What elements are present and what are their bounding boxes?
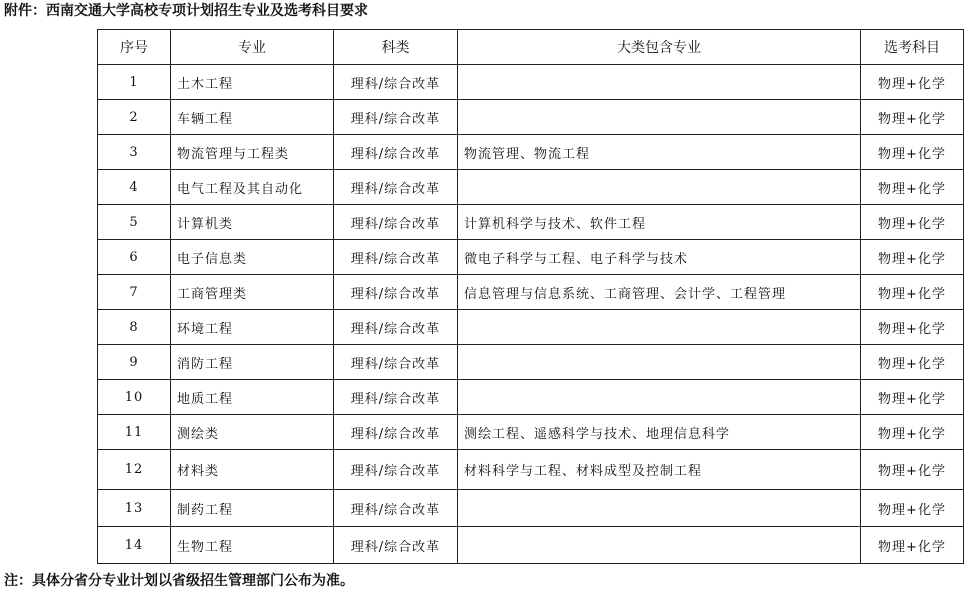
cell-included-majors xyxy=(458,490,861,527)
cell-seq: 6 xyxy=(98,240,171,275)
cell-required-subjects: 物理+化学 xyxy=(861,100,964,135)
cell-major: 车辆工程 xyxy=(171,100,334,135)
cell-category: 理科/综合改革 xyxy=(334,205,458,240)
table-row xyxy=(98,380,964,415)
table-row xyxy=(98,415,964,450)
table-header-row xyxy=(98,30,964,65)
cell-seq: 2 xyxy=(98,100,171,135)
table-row xyxy=(98,450,964,490)
cell-included-majors: 信息管理与信息系统、工商管理、会计学、工程管理 xyxy=(458,275,861,310)
header-required-subjects: 选考科目 xyxy=(861,30,964,65)
footnote: 注：具体分省分专业计划以省级招生管理部门公布为准。 xyxy=(4,573,354,589)
cell-major: 电气工程及其自动化 xyxy=(171,170,334,205)
cell-category: 理科/综合改革 xyxy=(334,100,458,135)
cell-major: 材料类 xyxy=(171,450,334,490)
cell-required-subjects: 物理+化学 xyxy=(861,345,964,380)
cell-seq: 1 xyxy=(98,65,171,100)
cell-seq: 13 xyxy=(98,490,171,527)
table-row xyxy=(98,345,964,380)
cell-seq: 7 xyxy=(98,275,171,310)
cell-seq: 9 xyxy=(98,345,171,380)
table-row xyxy=(98,135,964,170)
cell-category: 理科/综合改革 xyxy=(334,345,458,380)
cell-category: 理科/综合改革 xyxy=(334,450,458,490)
cell-included-majors xyxy=(458,527,861,564)
cell-required-subjects: 物理+化学 xyxy=(861,65,964,100)
cell-major: 测绘类 xyxy=(171,415,334,450)
cell-included-majors: 计算机科学与技术、软件工程 xyxy=(458,205,861,240)
table-row xyxy=(98,527,964,564)
cell-seq: 8 xyxy=(98,310,171,345)
cell-required-subjects: 物理+化学 xyxy=(861,380,964,415)
cell-category: 理科/综合改革 xyxy=(334,415,458,450)
cell-included-majors xyxy=(458,380,861,415)
cell-required-subjects: 物理+化学 xyxy=(861,415,964,450)
cell-required-subjects: 物理+化学 xyxy=(861,135,964,170)
cell-category: 理科/综合改革 xyxy=(334,275,458,310)
cell-major: 消防工程 xyxy=(171,345,334,380)
cell-major: 制药工程 xyxy=(171,490,334,527)
cell-included-majors xyxy=(458,310,861,345)
header-seq: 序号 xyxy=(98,30,171,65)
cell-category: 理科/综合改革 xyxy=(334,380,458,415)
majors-table xyxy=(97,29,964,564)
cell-required-subjects: 物理+化学 xyxy=(861,170,964,205)
cell-required-subjects: 物理+化学 xyxy=(861,240,964,275)
cell-included-majors: 测绘工程、遥感科学与技术、地理信息科学 xyxy=(458,415,861,450)
header-included-majors: 大类包含专业 xyxy=(458,30,861,65)
table-row xyxy=(98,240,964,275)
cell-category: 理科/综合改革 xyxy=(334,310,458,345)
cell-included-majors xyxy=(458,100,861,135)
cell-seq: 11 xyxy=(98,415,171,450)
cell-included-majors xyxy=(458,170,861,205)
table-row xyxy=(98,310,964,345)
cell-required-subjects: 物理+化学 xyxy=(861,205,964,240)
table-row xyxy=(98,100,964,135)
cell-required-subjects: 物理+化学 xyxy=(861,527,964,564)
cell-required-subjects: 物理+化学 xyxy=(861,310,964,345)
cell-category: 理科/综合改革 xyxy=(334,65,458,100)
table-row xyxy=(98,170,964,205)
cell-seq: 14 xyxy=(98,527,171,564)
cell-included-majors xyxy=(458,65,861,100)
table-row xyxy=(98,65,964,100)
cell-included-majors: 材料科学与工程、材料成型及控制工程 xyxy=(458,450,861,490)
cell-category: 理科/综合改革 xyxy=(334,490,458,527)
cell-major: 土木工程 xyxy=(171,65,334,100)
cell-major: 生物工程 xyxy=(171,527,334,564)
table-row xyxy=(98,490,964,527)
cell-included-majors: 物流管理、物流工程 xyxy=(458,135,861,170)
cell-major: 工商管理类 xyxy=(171,275,334,310)
cell-required-subjects: 物理+化学 xyxy=(861,450,964,490)
cell-included-majors xyxy=(458,345,861,380)
table-row xyxy=(98,205,964,240)
cell-category: 理科/综合改革 xyxy=(334,170,458,205)
cell-seq: 4 xyxy=(98,170,171,205)
cell-required-subjects: 物理+化学 xyxy=(861,275,964,310)
cell-major: 计算机类 xyxy=(171,205,334,240)
cell-category: 理科/综合改革 xyxy=(334,527,458,564)
cell-included-majors: 微电子科学与工程、电子科学与技术 xyxy=(458,240,861,275)
cell-major: 电子信息类 xyxy=(171,240,334,275)
cell-category: 理科/综合改革 xyxy=(334,240,458,275)
cell-major: 物流管理与工程类 xyxy=(171,135,334,170)
cell-seq: 12 xyxy=(98,450,171,490)
cell-seq: 5 xyxy=(98,205,171,240)
cell-major: 环境工程 xyxy=(171,310,334,345)
cell-category: 理科/综合改革 xyxy=(334,135,458,170)
cell-seq: 3 xyxy=(98,135,171,170)
header-major: 专业 xyxy=(171,30,334,65)
cell-major: 地质工程 xyxy=(171,380,334,415)
cell-required-subjects: 物理+化学 xyxy=(861,490,964,527)
header-category: 科类 xyxy=(334,30,458,65)
table-row xyxy=(98,275,964,310)
cell-seq: 10 xyxy=(98,380,171,415)
document-title: 附件：西南交通大学高校专项计划招生专业及选考科目要求 xyxy=(4,3,368,19)
